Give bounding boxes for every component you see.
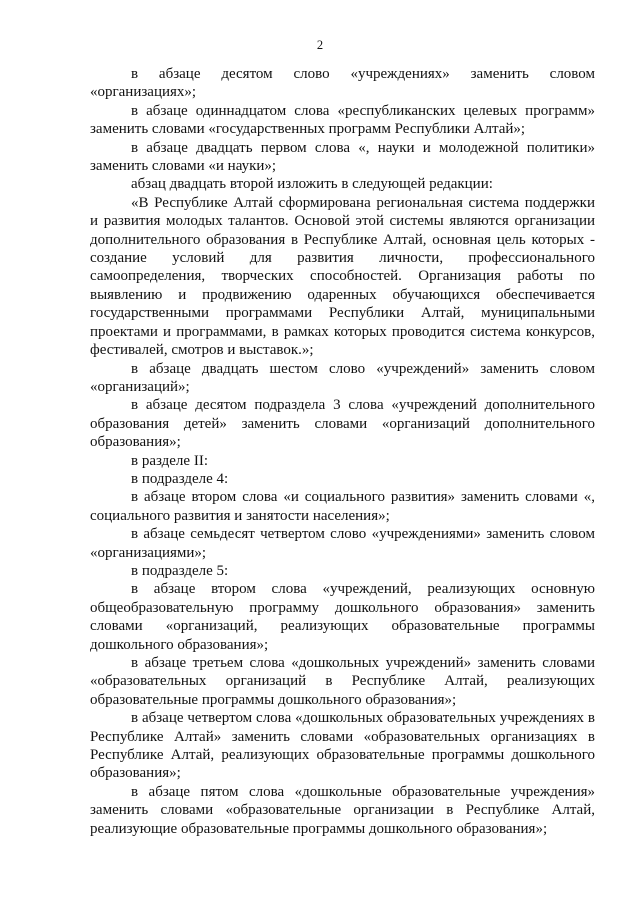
paragraph: в абзаце десятом подраздела 3 слова «учреждений дополнительного образования детей» заменить словами «организаций дополнительного образования»; xyxy=(90,397,595,451)
paragraph: в абзаце четвертом слова «дошкольных образовательных учреждениях в Республике Алтай» заменить словами «образовательных организациях в Республике Алтай, реализующих образовательные программы дошкольного образования»; xyxy=(90,710,595,782)
paragraph: в абзаце двадцать первом слова «, науки и молодежной политики» заменить словами «и науки»; xyxy=(90,139,595,175)
document-body xyxy=(90,65,595,838)
paragraph: в абзаце третьем слова «дошкольных учреждений» заменить словами «образовательных организаций в Республике Алтай, реализующих образовательные программы дошкольного образования»; xyxy=(90,655,595,708)
paragraph: в абзаце двадцать шестом слово «учреждений» заменить словом «организаций»; xyxy=(90,360,595,395)
paragraph: абзац двадцать второй изложить в следующей редакции: xyxy=(131,176,493,193)
paragraph: в абзаце семьдесят четвертом слово «учреждениями» заменить словом «организациями»; xyxy=(90,526,595,561)
paragraph: в абзаце втором слова «и социального развития» заменить словами «, социального развития и занятости населения»; xyxy=(90,489,595,524)
paragraph: в абзаце одиннадцатом слова «республиканских целевых программ» заменить словами «государственных программ Республики Алтай»; xyxy=(90,102,595,138)
paragraph: в абзаце втором слова «учреждений, реализующих основную общеобразовательную программу дошкольного образования» заменить словами «организаций, реализующих образовательные программы дошкольного образования»; xyxy=(90,581,595,653)
paragraph: в подразделе 4: xyxy=(131,470,229,487)
paragraph: в абзаце пятом слова «дошкольные образовательные учреждения» заменить словами «образовательные организации в Республике Алтай, реализующие образовательные программы дошкольного образования»; xyxy=(90,783,595,837)
paragraph: в абзаце десятом слово «учреждениях» заменить словом «организациях»; xyxy=(90,66,595,101)
page-number: 2 xyxy=(316,38,324,52)
paragraph: в разделе II: xyxy=(131,452,208,469)
paragraph: в подразделе 5: xyxy=(131,562,229,579)
paragraph: «В Республике Алтай сформирована региональная система поддержки и развития молодых талантов. Основой этой системы являются организации дополнительного образования в Республике Алтай, основная цель которых - создание условий для развития личности, профессионального самоопределения, творческих способностей. Организация работы по выявлению и продвижению одаренных обучающихся обеспечивается государственными программами Республики Алтай, муниципальными проектами и программами, в рамках которых проводится система конкурсов, фестивалей, смотров и выставок.»; xyxy=(90,194,595,359)
